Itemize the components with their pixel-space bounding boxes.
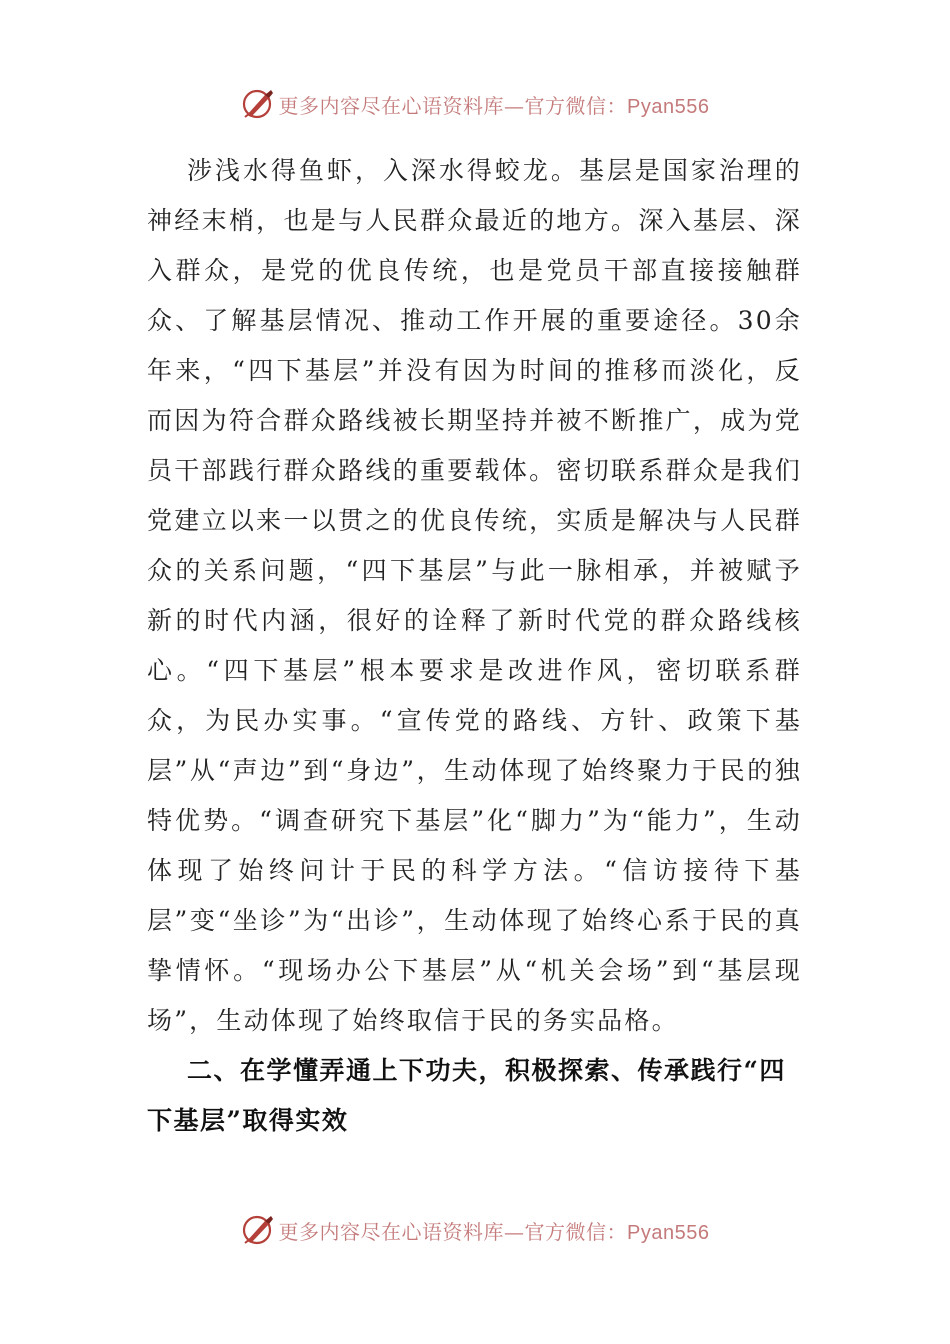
watermark-handle: Pyan556 [627, 95, 710, 118]
document-body [147, 146, 802, 1146]
header-watermark [0, 84, 950, 124]
watermark-text: 更多内容尽在心语资料库—官方微信：Pyan556 [278, 1219, 710, 1244]
section-heading: 二、在学懂弄通上下功夫，积极探索、传承践行“四下基层”取得实效 [147, 1056, 786, 1135]
pen-logo-icon [241, 87, 275, 121]
watermark-handle: Pyan556 [627, 1221, 710, 1244]
footer-watermark [0, 1210, 950, 1250]
body-paragraph: 涉浅水得鱼虾，入深水得蛟龙。基层是国家治理的神经末梢，也是与人民群众最近的地方。深入基层、深入群众，是党的优良传统，也是党员干部直接接触群众、了解基层情况、推动工作开展的重要途径。30余年来，“四下基层”并没有因为时间的推移而淡化，反而因为符合群众路线被长期坚持并被不断推广，成为党员干部践行群众路线的重要载体。密切联系群众是我们党建立以来一以贯之的优良传统，实质是解决与人民群众的关系问题，“四下基层”与此一脉相承，并被赋予新的时代内涵，很好的诠释了新时代党的群众路线核心。“四下基层”根本要求是改进作风，密切联系群众，为民办实事。“宣传党的路线、方针、政策下基层”从“声边”到“身边”，生动体现了始终聚力于民的独特优势。“调查研究下基层”化“脚力”为“能力”，生动体现了始终问计于民的科学方法。“信访接待下基层”变“坐诊”为“出诊”，生动体现了始终心系于民的真挚情怀。“现场办公下基层”从“机关会场”到“基层现场”，生动体现了始终取信于民的务实品格。 [147, 156, 802, 1035]
watermark-text: 更多内容尽在心语资料库—官方微信：Pyan556 [278, 93, 710, 118]
pen-logo-icon [241, 1213, 275, 1247]
